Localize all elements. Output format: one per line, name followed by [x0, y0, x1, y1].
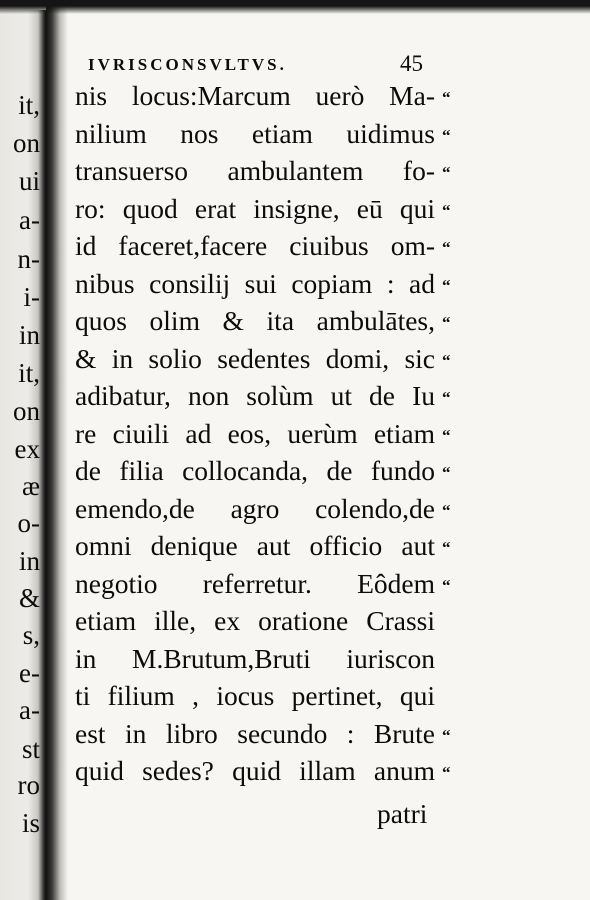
quotation-mark: “ — [442, 425, 452, 445]
quotation-mark: “ — [442, 763, 452, 782]
left-page-fragment: is — [21, 810, 40, 837]
quotation-mark: “ — [442, 88, 452, 107]
left-page-fragment: it, — [18, 360, 40, 387]
left-page-fragment: e- — [19, 660, 40, 687]
left-page-fragment: o- — [17, 510, 40, 537]
left-page-fragment: it, — [18, 92, 40, 119]
left-page-fragment: st — [21, 736, 40, 763]
text-line: re ciuili ad eos, uerùm etiam — [75, 417, 435, 449]
text-line: omni denique aut officio aut — [75, 530, 435, 561]
left-page-fragment: n- — [17, 246, 40, 273]
quotation-mark: “ — [442, 350, 452, 370]
left-page-fragment: ex — [14, 436, 40, 463]
quotation-mark: “ — [442, 275, 452, 295]
page-number: 45 — [400, 51, 423, 76]
left-page-fragment: i- — [23, 284, 40, 311]
text-line: ro: quod erat insigne, eū qui — [75, 192, 435, 224]
left-page-fragment: a- — [19, 207, 40, 234]
text-line: nilium nos etiam uidimus — [75, 117, 435, 149]
text-line: & in solio sedentes domi, sic — [75, 342, 435, 374]
text-line: de filia collocanda, de fundo — [75, 455, 435, 486]
quotation-mark: “ — [442, 575, 452, 595]
text-line: ti filium , iocus pertinet, qui — [75, 680, 435, 711]
quotation-mark: “ — [442, 238, 452, 257]
left-page-fragment: ui — [18, 168, 40, 195]
text-line: quos olim & ita ambulātes, — [75, 305, 435, 336]
left-page-fragment: in — [18, 322, 40, 349]
text-line: in M.Brutum,Bruti iuriscon — [75, 642, 435, 674]
text-line: est in libro secundo : Brute — [75, 717, 435, 749]
running-head: IVRISCONSVLTVS. — [88, 55, 287, 74]
quotation-mark: “ — [442, 463, 452, 482]
text-line: id faceret,facere ciuibus om- — [75, 230, 435, 261]
left-page-fragment: a- — [19, 697, 40, 724]
left-page-fragment: in — [18, 548, 40, 575]
quotation-mark: “ — [442, 313, 452, 332]
text-line: transuerso ambulantem fo- — [75, 155, 435, 186]
text-line: quid sedes? quid illam anum — [75, 755, 435, 786]
left-page-fragment: s, — [22, 622, 40, 649]
quotation-mark: “ — [442, 200, 452, 220]
left-page-fragment: æ — [21, 473, 40, 500]
top-shadow — [0, 0, 590, 14]
quotation-mark: “ — [442, 500, 452, 520]
text-line: etiam ille, ex oratione Crassi — [75, 605, 435, 636]
left-page-fragment: on — [13, 398, 40, 425]
quotation-mark: “ — [442, 163, 452, 182]
text-line: negotio referretur. Eôdem — [75, 567, 435, 599]
left-page-fragment: on — [13, 130, 40, 157]
text-line: nis locus:Marcum uerò Ma- — [75, 80, 435, 111]
quotation-mark: “ — [442, 125, 452, 145]
text-line: adibatur, non solùm ut de Iu — [75, 380, 435, 411]
quotation-mark: “ — [442, 725, 452, 745]
quotation-mark: “ — [442, 388, 452, 407]
page-gutter — [46, 0, 68, 900]
left-page-fragment: ro — [17, 772, 40, 799]
text-line: nibus consilij sui copiam : ad — [75, 267, 435, 299]
text-line: emendo,de agro colendo,de — [75, 492, 435, 524]
left-page-fragment: & — [18, 585, 40, 612]
catchword: patri — [377, 798, 428, 829]
quotation-mark: “ — [442, 538, 452, 557]
